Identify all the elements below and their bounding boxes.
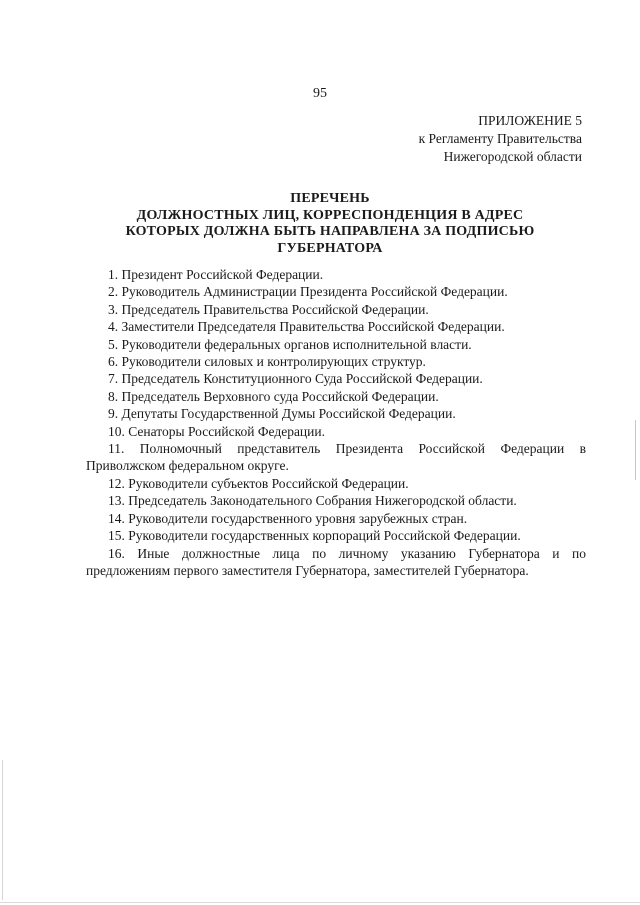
list-item: 15. Руководители государственных корпораций Российской Федерации. <box>108 528 521 544</box>
page-number: 95 <box>313 86 327 101</box>
list-item: 16. Иные должностные лица по личному указанию Губернатора и по предложениям первого заместителя Губернатора, заместителей Губернатора. <box>86 545 586 578</box>
list-item: 10. Сенаторы Российской Федерации. <box>108 423 325 439</box>
scan-edge-mark <box>2 760 3 900</box>
appendix-region: Нижегородской области <box>443 149 582 164</box>
title-line-3: КОТОРЫХ ДОЛЖНА БЫТЬ НАПРАВЛЕНА ЗА ПОДПИСЬЮ <box>125 224 535 239</box>
list-item: 12. Руководители субъектов Российской Федерации. <box>108 475 409 491</box>
list-item: 14. Руководители государственного уровня зарубежных стран. <box>108 510 468 526</box>
document-title <box>90 191 570 257</box>
list-item: 4. Заместители Председателя Правительства Российской Федерации. <box>108 319 505 335</box>
appendix-header <box>419 112 582 166</box>
list-item: 1. Президент Российской Федерации. <box>108 267 324 282</box>
list-item: 2. Руководитель Администрации Президента Российской Федерации. <box>108 284 508 300</box>
appendix-number: ПРИЛОЖЕНИЕ 5 <box>478 113 582 128</box>
list-item: 3. Председатель Правительства Российской Федерации. <box>108 301 429 317</box>
list-item: 8. Председатель Верховного суда Российской Федерации. <box>108 388 439 404</box>
list-item: 7. Председатель Конституционного Суда Российской Федерации. <box>108 371 483 387</box>
scan-edge-mark <box>635 420 636 480</box>
list-item: 11. Полномочный представитель Президента Российской Федерации в Приволжском федеральном округе. <box>86 441 586 474</box>
list-item: 5. Руководители федеральных органов исполнительной власти. <box>108 336 472 352</box>
title-line-4: ГУБЕРНАТОРА <box>277 240 383 256</box>
list-item: 9. Депутаты Государственной Думы Российской Федерации. <box>108 406 456 422</box>
scan-edge-mark <box>0 902 640 903</box>
title-line-1: ПЕРЕЧЕНЬ <box>290 191 370 206</box>
officials-list <box>86 266 586 579</box>
list-item: 13. Председатель Законодательного Собрания Нижегородской области. <box>108 493 517 509</box>
title-line-2: ДОЛЖНОСТНЫХ ЛИЦ, КОРРЕСПОНДЕНЦИЯ В АДРЕС <box>136 207 524 223</box>
list-item: 6. Руководители силовых и контролирующих структур. <box>108 354 426 370</box>
appendix-reference: к Регламенту Правительства <box>418 131 582 146</box>
